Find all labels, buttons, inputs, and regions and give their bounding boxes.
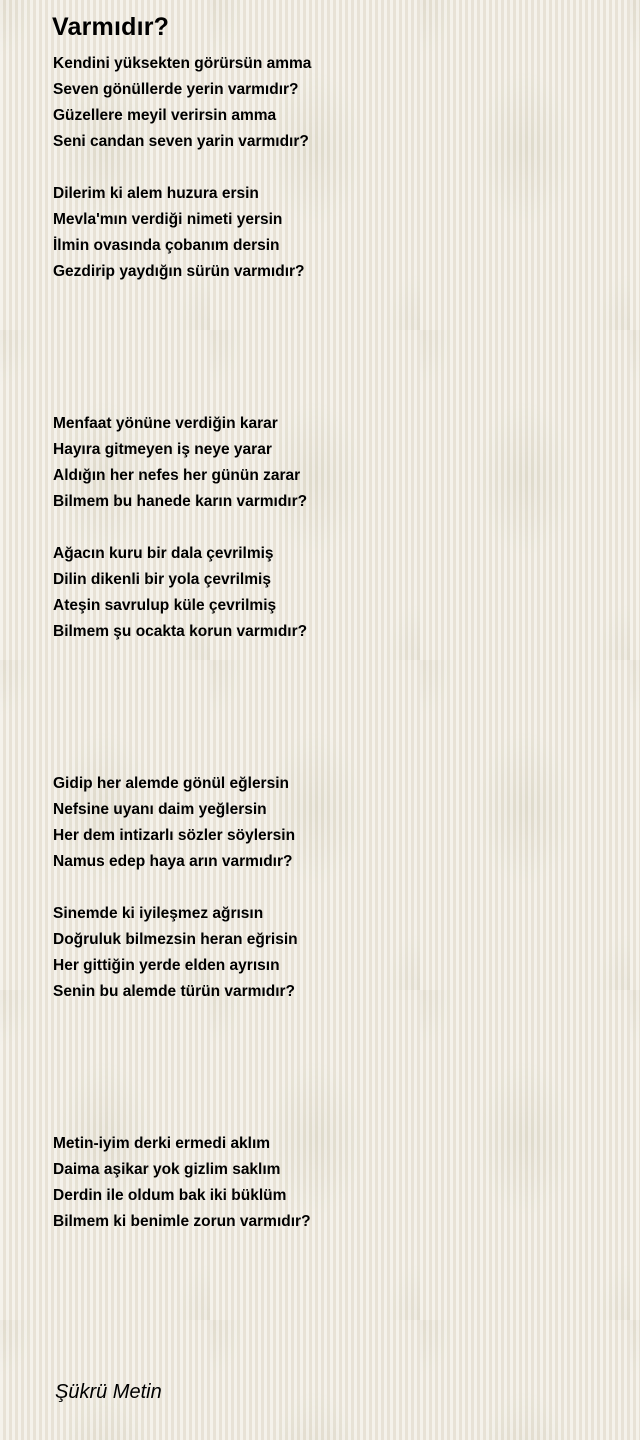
poem-line: Nefsine uyanı daim yeğlersin bbox=[53, 801, 267, 818]
poem-line: Gidip her alemde gönül eğlersin bbox=[53, 775, 289, 792]
stanza-6 bbox=[53, 901, 298, 1005]
poem-line: Her dem intizarlı sözler söylersin bbox=[53, 827, 296, 844]
stanza-5 bbox=[53, 771, 295, 875]
poem-line: Menfaat yönüne verdiğin karar bbox=[53, 415, 278, 432]
poem-line: Bilmem şu ocakta korun varmıdır? bbox=[53, 623, 308, 640]
poem-line: İlmin ovasında çobanım dersin bbox=[53, 237, 280, 254]
poem-line: Mevla'mın verdiği nimeti yersin bbox=[53, 211, 283, 228]
stanza-1 bbox=[53, 51, 311, 155]
stanza-7 bbox=[53, 1131, 311, 1235]
poem-line: Sinemde ki iyileşmez ağrısın bbox=[53, 905, 264, 922]
poem-line: Her gittiğin yerde elden ayrısın bbox=[53, 957, 280, 974]
poem-line: Ağacın kuru bir dala çevrilmiş bbox=[53, 545, 274, 562]
poem-line: Senin bu alemde türün varmıdır? bbox=[53, 983, 296, 1000]
stanza-4 bbox=[53, 541, 307, 645]
poem-line: Kendini yüksekten görürsün amma bbox=[53, 55, 312, 72]
poem-line: Namus edep haya arın varmıdır? bbox=[53, 853, 293, 870]
poem-line: Bilmem bu hanede karın varmıdır? bbox=[53, 493, 308, 510]
poem-line: Bilmem ki benimle zorun varmıdır? bbox=[53, 1213, 311, 1230]
poem-line: Güzellere meyil verirsin amma bbox=[53, 107, 277, 124]
poem-line: Hayıra gitmeyen iş neye yarar bbox=[53, 441, 272, 458]
poem-title: Varmıdır? bbox=[52, 13, 170, 41]
poem-line: Seven gönüllerde yerin varmıdır? bbox=[53, 81, 299, 98]
poem-line: Metin-iyim derki ermedi aklım bbox=[53, 1135, 271, 1152]
poem-line: Ateşin savrulup küle çevrilmiş bbox=[53, 597, 277, 614]
poem-line: Seni candan seven yarin varmıdır? bbox=[53, 133, 309, 150]
poem-line: Dilerim ki alem huzura ersin bbox=[53, 185, 259, 202]
poem-line: Aldığın her nefes her günün zarar bbox=[53, 467, 301, 484]
stanza-3 bbox=[53, 411, 307, 515]
poem-line: Gezdirip yaydığın sürün varmıdır? bbox=[53, 263, 305, 280]
poem-author: Şükrü Metin bbox=[55, 1381, 162, 1403]
poem-line: Daima aşikar yok gizlim saklım bbox=[53, 1161, 281, 1178]
poem-line: Dilin dikenli bir yola çevrilmiş bbox=[53, 571, 271, 588]
poem-line: Derdin ile oldum bak iki büklüm bbox=[53, 1187, 287, 1204]
poem-line: Doğruluk bilmezsin heran eğrisin bbox=[53, 931, 298, 948]
stanza-2 bbox=[53, 181, 305, 285]
